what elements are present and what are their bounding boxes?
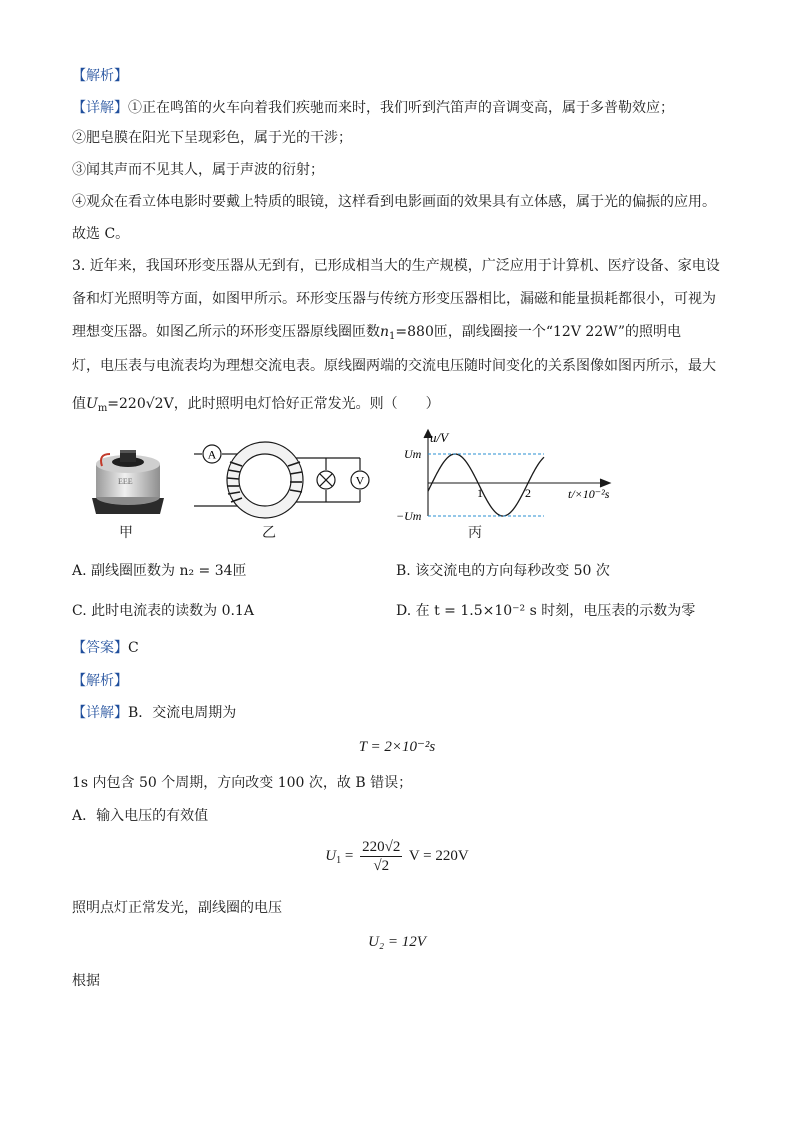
voltmeter-label: V: [355, 473, 365, 488]
option-d: D. 在 t = 1.5×10⁻² s 时刻，电压表的示数为零: [396, 603, 696, 619]
neg-um-label: −Um: [396, 509, 422, 523]
answer-line: [72, 638, 139, 658]
prev-detail-line-1: 【详解】①正在鸣笛的火车向着我们疾驰而来时，我们听到汽笛声的音调变高，属于多普勒效应；: [72, 100, 674, 116]
symbol-um: $U_m$: [86, 396, 108, 414]
tick-1: 1: [477, 486, 483, 500]
caption-jia: 甲: [119, 525, 133, 541]
question-line-4: 灯，电压表与电流表均为理想交流电表。原线圈两端的交流电压随时间变化的关系图像如图丙所示，最大: [72, 358, 716, 374]
sol-line-5: 根据: [72, 973, 100, 989]
analysis-tag: 【解析】: [72, 68, 128, 84]
caption-bing: 丙: [468, 525, 482, 541]
sol-line-4: 照明点灯正常发光，副线圈的电压: [72, 900, 282, 916]
sol-line-2: 1s 内包含 50 个周期，方向改变 100 次，故 B 错误；: [72, 775, 413, 791]
equation-secondary-voltage: U₂ = 12V: [368, 934, 426, 950]
symbol-n1: $n_1$: [380, 324, 396, 342]
option-a: A. 副线圈匝数为 n₂ = 34匝: [72, 563, 247, 579]
answer-value: C: [128, 640, 139, 656]
option-c: C. 此时电流表的读数为 0.1A: [72, 603, 254, 619]
figure-yi-circuit: [180, 432, 380, 524]
option-b: B. 该交流电的方向每秒改变 50 次: [396, 563, 610, 579]
question-line-2: 备和灯光照明等方面，如图甲所示。环形变压器与传统方形变压器相比，漏磁和能量损耗都很小，可视为: [72, 291, 716, 307]
tick-2: 2: [525, 486, 531, 500]
sol-line-1: 【详解】B．交流电周期为: [72, 705, 237, 721]
figure-bing-graph: [396, 424, 626, 524]
question-line-1: 3. 近年来，我国环形变压器从无到有，已形成相当大的生产规模，广泛应用于计算机、医疗设备、家电设: [72, 258, 720, 274]
svg-text:EEE: EEE: [118, 477, 133, 486]
figure-jia-transformer-photo: [88, 440, 168, 518]
question-line-5: 值$U_m=220√2V$，此时照明电灯恰好正常发光。则（ ）: [72, 396, 440, 414]
prev-conclusion: 故选 C。: [72, 226, 130, 242]
voltage-sine-curve: [428, 454, 544, 516]
y-axis-label: u/V: [430, 430, 449, 445]
prev-detail-line-4: ④观众在看立体电影时要戴上特质的眼镜，这样看到电影画面的效果具有立体感，属于光的偏振的应用。: [72, 194, 716, 210]
question-line-3: 理想变压器。如图乙所示的环形变压器原线圈匝数$n_1=880$匝，副线圈接一个“12V 22W”的照明电: [72, 324, 682, 342]
ammeter-label: A: [207, 447, 217, 462]
answer-tag: 【答案】: [72, 640, 128, 656]
um-label: Um: [404, 447, 422, 461]
detail-tag: 【详解】: [72, 100, 128, 116]
caption-yi: 乙: [262, 525, 276, 541]
equation-period: T = 2×10⁻²s: [358, 739, 436, 755]
equation-effective-voltage: $U_1$ = $\frac{220√2}{√2}$ V = 220V: [325, 839, 469, 874]
prev-detail-line-2: ②肥皂膜在阳光下呈现彩色，属于光的干涉；: [72, 130, 352, 146]
prev-detail-line-3: ③闻其声而不见其人，属于声波的衍射；: [72, 162, 324, 178]
fraction: $\frac{220√2}{√2}$: [362, 839, 401, 874]
sol-line-3: A．输入电压的有效值: [72, 808, 209, 824]
analysis-tag-2: 【解析】: [72, 673, 128, 689]
x-axis-label: t/×10⁻²s: [568, 487, 610, 501]
